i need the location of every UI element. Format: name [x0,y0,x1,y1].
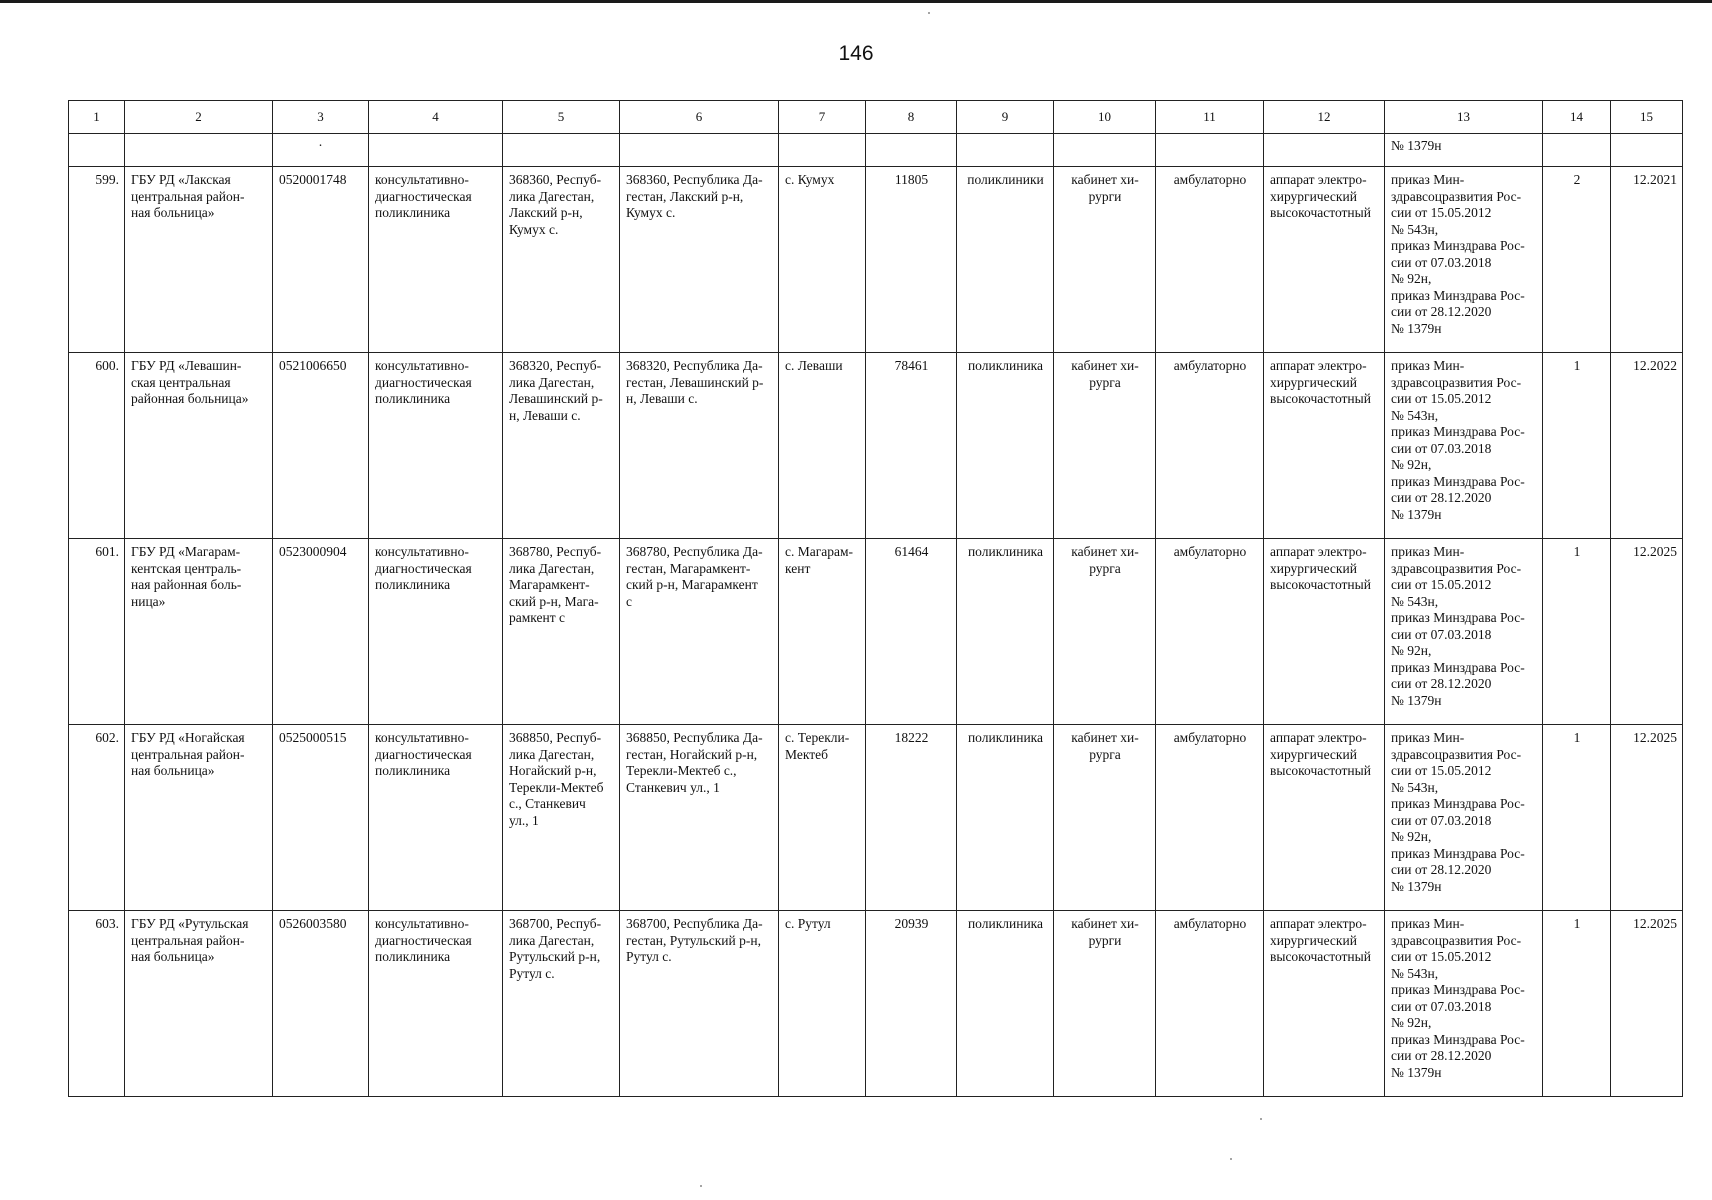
continuation-cell [125,134,273,167]
population: 61464 [866,539,957,725]
settlement: с. Леваши [779,353,866,539]
scan-speck [1230,1158,1232,1160]
col-header-3: 3 [273,101,369,134]
quantity: 1 [1543,353,1611,539]
continuation-cell [503,134,620,167]
due-date: 12.2025 [1611,911,1683,1097]
col-header-13: 13 [1385,101,1543,134]
settlement: с. Магарам- кент [779,539,866,725]
col-header-8: 8 [866,101,957,134]
scan-speck [700,1185,702,1187]
actual-address: 368850, Республика Да- гестан, Ногайский р-н, Терекли-Мектеб с., Станкевич ул., 1 [620,725,779,911]
room: кабинет хи- рурги [1054,167,1156,353]
equipment: аппарат электро- хирургический высокочастотный [1264,911,1385,1097]
table-row [69,539,1683,725]
actual-address: 368320, Республика Да- гестан, Левашинский р- н, Леваши с. [620,353,779,539]
care-mode: амбулаторно [1156,911,1264,1097]
regulatory-orders: приказ Мин- здравсоцразвития Рос- сии от 15.05.2012 № 543н, приказ Минздрава Рос- сии от 07.03.2018 № 92н, приказ Минздрава Рос- сии от 28.12.2020 № 1379н [1385,539,1543,725]
unit: поликлиника [957,911,1054,1097]
facility-type: консультативно- диагностическая поликлиника [369,725,503,911]
col-header-15: 15 [1611,101,1683,134]
scan-speck [1260,1118,1262,1120]
continuation-cell: · [273,134,369,167]
col-header-4: 4 [369,101,503,134]
organization-name: ГБУ РД «Лакская центральная район- ная больница» [125,167,273,353]
organization-code: 0521006650 [273,353,369,539]
col-header-10: 10 [1054,101,1156,134]
due-date: 12.2025 [1611,725,1683,911]
equipment: аппарат электро- хирургический высокочастотный [1264,353,1385,539]
table-row [69,167,1683,353]
organization-code: 0523000904 [273,539,369,725]
organization-name: ГБУ РД «Магарам- кентская централь- ная районная боль- ница» [125,539,273,725]
unit: поликлиника [957,539,1054,725]
row-number: 603. [69,911,125,1097]
settlement: с. Терекли- Мектеб [779,725,866,911]
col-header-12: 12 [1264,101,1385,134]
room: кабинет хи- рурги [1054,911,1156,1097]
continuation-cell [779,134,866,167]
continuation-cell [957,134,1054,167]
legal-address: 368700, Респуб- лика Дагестан, Рутульский р-н, Рутул с. [503,911,620,1097]
care-mode: амбулаторно [1156,353,1264,539]
quantity: 1 [1543,539,1611,725]
continuation-order-ref: № 1379н [1385,134,1543,167]
unit: поликлиника [957,725,1054,911]
population: 18222 [866,725,957,911]
regulatory-orders: приказ Мин- здравсоцразвития Рос- сии от 15.05.2012 № 543н, приказ Минздрава Рос- сии от 07.03.2018 № 92н, приказ Минздрава Рос- сии от 28.12.2020 № 1379н [1385,911,1543,1097]
col-header-5: 5 [503,101,620,134]
legal-address: 368780, Респуб- лика Дагестан, Магарамкент- ский р-н, Мага- рамкент с [503,539,620,725]
row-number: 599. [69,167,125,353]
scan-top-edge [0,0,1712,3]
col-header-7: 7 [779,101,866,134]
continuation-cell [1054,134,1156,167]
due-date: 12.2022 [1611,353,1683,539]
actual-address: 368700, Республика Да- гестан, Рутульский р-н, Рутул с. [620,911,779,1097]
legal-address: 368850, Респуб- лика Дагестан, Ногайский р-н, Терекли-Мектеб с., Станкевич ул., 1 [503,725,620,911]
equipment: аппарат электро- хирургический высокочастотный [1264,725,1385,911]
room: кабинет хи- рурга [1054,353,1156,539]
row-number: 601. [69,539,125,725]
quantity: 1 [1543,911,1611,1097]
col-header-9: 9 [957,101,1054,134]
facility-type: консультативно- диагностическая поликлиника [369,911,503,1097]
col-header-1: 1 [69,101,125,134]
quantity: 2 [1543,167,1611,353]
column-number-row [69,101,1683,134]
population: 20939 [866,911,957,1097]
quantity: 1 [1543,725,1611,911]
organization-code: 0520001748 [273,167,369,353]
equipment: аппарат электро- хирургический высокочастотный [1264,167,1385,353]
col-header-2: 2 [125,101,273,134]
organization-name: ГБУ РД «Левашин- ская центральная районная больница» [125,353,273,539]
unit: поликлиника [957,353,1054,539]
legal-address: 368360, Респуб- лика Дагестан, Лакский р-н, Кумух с. [503,167,620,353]
room: кабинет хи- рурга [1054,539,1156,725]
due-date: 12.2021 [1611,167,1683,353]
regulatory-orders: приказ Мин- здравсоцразвития Рос- сии от 15.05.2012 № 543н, приказ Минздрава Рос- сии от 07.03.2018 № 92н, приказ Минздрава Рос- сии от 28.12.2020 № 1379н [1385,725,1543,911]
care-mode: амбулаторно [1156,167,1264,353]
col-header-11: 11 [1156,101,1264,134]
equipment: аппарат электро- хирургический высокочастотный [1264,539,1385,725]
actual-address: 368360, Республика Да- гестан, Лакский р-н, Кумух с. [620,167,779,353]
continuation-row [69,134,1683,167]
continuation-cell [369,134,503,167]
continuation-cell [1264,134,1385,167]
regulatory-orders: приказ Мин- здравсоцразвития Рос- сии от 15.05.2012 № 543н, приказ Минздрава Рос- сии от 07.03.2018 № 92н, приказ Минздрава Рос- сии от 28.12.2020 № 1379н [1385,167,1543,353]
settlement: с. Кумух [779,167,866,353]
col-header-6: 6 [620,101,779,134]
table-row [69,353,1683,539]
care-mode: амбулаторно [1156,725,1264,911]
registry-table [68,100,1683,1097]
unit: поликлиники [957,167,1054,353]
scan-speck [928,12,930,14]
organization-code: 0526003580 [273,911,369,1097]
continuation-cell [1543,134,1611,167]
continuation-cell [1611,134,1683,167]
facility-type: консультативно- диагностическая поликлиника [369,167,503,353]
room: кабинет хи- рурга [1054,725,1156,911]
regulatory-orders: приказ Мин- здравсоцразвития Рос- сии от 15.05.2012 № 543н, приказ Минздрава Рос- сии от 07.03.2018 № 92н, приказ Минздрава Рос- сии от 28.12.2020 № 1379н [1385,353,1543,539]
organization-name: ГБУ РД «Рутульская центральная район- ная больница» [125,911,273,1097]
settlement: с. Рутул [779,911,866,1097]
organization-name: ГБУ РД «Ногайская центральная район- ная больница» [125,725,273,911]
continuation-cell [69,134,125,167]
page-number: 146 [838,42,874,65]
due-date: 12.2025 [1611,539,1683,725]
table-row [69,911,1683,1097]
row-number: 600. [69,353,125,539]
row-number: 602. [69,725,125,911]
population: 78461 [866,353,957,539]
facility-type: консультативно- диагностическая поликлиника [369,539,503,725]
col-header-14: 14 [1543,101,1611,134]
facility-type: консультативно- диагностическая поликлиника [369,353,503,539]
table-row [69,725,1683,911]
care-mode: амбулаторно [1156,539,1264,725]
organization-code: 0525000515 [273,725,369,911]
continuation-cell [866,134,957,167]
continuation-cell [1156,134,1264,167]
population: 11805 [866,167,957,353]
actual-address: 368780, Республика Да- гестан, Магарамкент- ский р-н, Магарамкент с [620,539,779,725]
legal-address: 368320, Респуб- лика Дагестан, Левашинский р- н, Леваши с. [503,353,620,539]
continuation-cell [620,134,779,167]
